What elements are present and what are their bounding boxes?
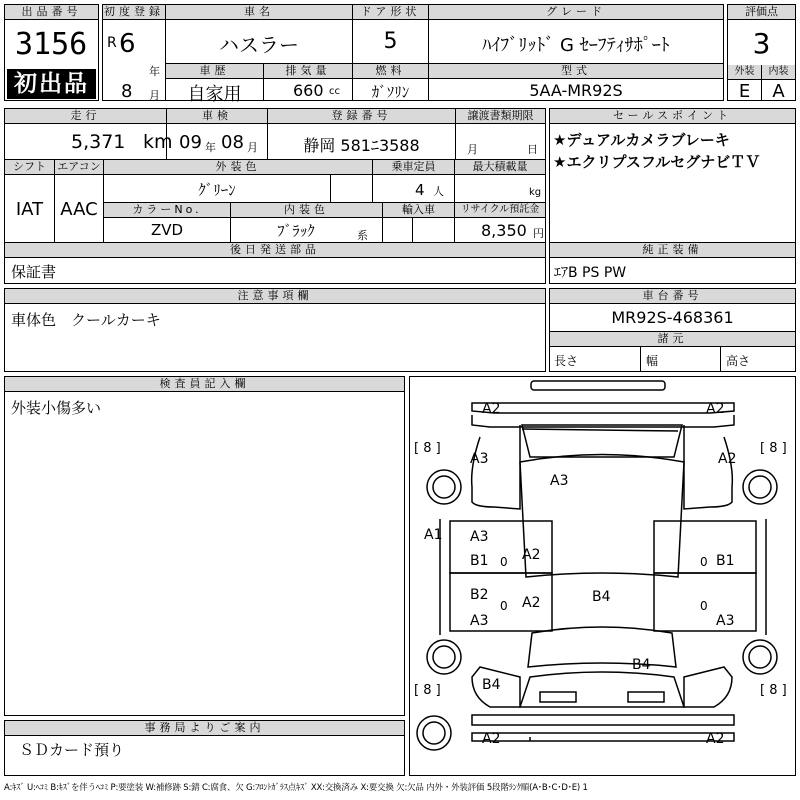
transfer-month: 月 (467, 143, 478, 156)
recycle-value: 8,350 (481, 221, 527, 240)
recycle-header: リサイクル預託金 (455, 203, 545, 218)
grade-value: ﾊｲﾌﾞﾘｯﾄﾞ G ｾｰﾌﾃｨｻﾎﾟｰﾄ (482, 35, 670, 56)
reg-value: 静岡 581ﾆ3588 (303, 136, 420, 155)
car-name-header: 車名 (166, 5, 352, 20)
chassis-value: MR92S-468361 (611, 308, 734, 327)
lot-number: 3156 (15, 27, 88, 62)
later-parts-value: 保証書 (11, 263, 57, 281)
fuel-value: ｶﾞｿﾘﾝ (371, 83, 410, 101)
inspection-header: 車検 (167, 109, 267, 124)
inspector-box (4, 376, 405, 716)
car-name: ハスラー (219, 33, 299, 57)
tire-rear-left: [ 8 ] (414, 683, 441, 698)
model-value: 5AA-MR92S (529, 81, 623, 100)
transfer-day: 日 (527, 143, 538, 156)
damage-mark: A3 (470, 613, 489, 629)
mileage-header: 走行 (5, 109, 166, 124)
damage-mark: B4 (592, 589, 611, 605)
car-diagram (409, 376, 796, 776)
ext-score: E (738, 81, 751, 102)
score-value: 3 (752, 27, 771, 60)
notes-box (4, 288, 546, 372)
month-unit: 月 (149, 89, 160, 102)
first-reg-month: 8 (121, 81, 133, 102)
zero-mark: 0 (500, 599, 508, 613)
ac-header: エアコン (55, 160, 103, 175)
office-header: 事務局よりご案内 (5, 721, 404, 736)
damage-mark: B1 (716, 553, 735, 569)
sales-header: セールスポイント (550, 109, 795, 124)
recycle-unit: 円 (533, 227, 544, 240)
inspection-month-unit: 月 (247, 141, 258, 154)
later-parts-header: 後日発送部品 (5, 243, 545, 258)
door-value: 5 (383, 29, 398, 54)
ext-header: 外装 (728, 65, 761, 80)
damage-mark: A3 (550, 473, 569, 489)
first-reg-header: 初度登録 (104, 5, 164, 18)
genuine-header: 純正装備 (550, 243, 795, 258)
reg-header: 登録番号 (268, 109, 455, 124)
door-header: ドア形状 (353, 5, 428, 20)
damage-mark: A2 (482, 731, 501, 747)
damage-mark: A3 (716, 613, 735, 629)
year-unit: 年 (149, 65, 160, 78)
tire-front-left: [ 8 ] (414, 441, 441, 456)
damage-mark: A2 (718, 451, 737, 467)
tire-rear-right: [ 8 ] (760, 683, 787, 698)
damage-mark: A2 (482, 401, 501, 417)
damage-mark: A2 (706, 401, 725, 417)
damage-mark: B4 (482, 677, 501, 693)
load-unit: kg (529, 187, 542, 198)
int-color-value: ﾌﾞﾗｯｸ (277, 222, 315, 240)
notes-value: 車体色 クールカーキ (11, 311, 161, 329)
details-box (4, 108, 546, 284)
damage-mark: B4 (632, 657, 651, 673)
mileage-unit: km (143, 131, 173, 153)
office-value: ＳＤカード預り (19, 741, 125, 759)
chassis-box (549, 288, 796, 372)
int-header: 内装 (762, 65, 795, 80)
displacement-value: 660 (293, 81, 324, 100)
load-header: 最大積載量 (455, 160, 545, 175)
zero-mark: 0 (500, 555, 508, 569)
car-diagram-svg (410, 377, 795, 775)
displacement-unit: cc (329, 86, 340, 97)
int-color-unit: 系 (357, 229, 368, 242)
transfer-header: 譲渡書類期限 (456, 109, 545, 124)
inspection-month: 08 (221, 132, 244, 153)
spec-width: 幅 (646, 354, 659, 368)
damage-mark: A1 (424, 527, 443, 543)
inspection-year-unit: 年 (205, 141, 216, 154)
history-value: 自家用 (187, 84, 242, 105)
shift-value: IAT (15, 199, 44, 220)
grade-header: グレード (429, 5, 723, 20)
damage-mark: A2 (522, 595, 541, 611)
zero-mark: 0 (700, 555, 708, 569)
damage-mark: A3 (470, 529, 489, 545)
damage-mark: A2 (522, 547, 541, 563)
history-header: 車歴 (166, 64, 263, 79)
office-box (4, 720, 405, 776)
color-no-header: カラーNo. (104, 203, 230, 218)
spec-height: 高さ (726, 354, 751, 368)
lot-box (4, 4, 99, 101)
color-no-value: ZVD (150, 221, 184, 239)
ac-value: AAC (60, 199, 98, 220)
spec-length: 長さ (554, 354, 579, 368)
inspector-header: 検査員記入欄 (5, 377, 404, 392)
genuine-value: ｴｱB PS PW (554, 265, 627, 281)
sales-point-2: ★エクリプスフルセグナビＴＶ (553, 153, 761, 171)
first-listing-badge: 初出品 (7, 69, 96, 99)
lot-header: 出品番号 (5, 5, 98, 20)
sales-point-1: ★デュアルカメラブレーキ (553, 131, 730, 149)
mileage-value: 5,371 (71, 131, 126, 153)
main-info-box (102, 4, 724, 105)
chassis-header: 車台番号 (550, 289, 795, 304)
notes-header: 注意事項欄 (5, 289, 545, 304)
int-score: A (772, 81, 785, 102)
ext-color-header: 外装色 (104, 160, 372, 175)
legend: A:ｷｽﾞ U:ﾍｺﾐ B:ｷｽﾞを伴うﾍｺﾐ P:要塗装 W:補修跡 S:錆 C:腐食、欠 G:ﾌﾛﾝﾄｶﾞﾗｽ点ｷｽﾞ XX:交換済み X:要交換 欠:欠品 内外・外装評価 5段階ﾗﾝｸ順(A･B･C･D･E) 1 (4, 783, 588, 793)
shift-header: シフト (5, 160, 54, 175)
first-reg-year: 6 (119, 29, 136, 59)
capacity-value: 4 (415, 181, 425, 199)
era: R (107, 35, 117, 51)
zero-mark: 0 (700, 599, 708, 613)
sales-box (549, 108, 796, 284)
damage-mark: B1 (470, 553, 489, 569)
capacity-header: 乗車定員 (373, 160, 454, 175)
model-header: 型式 (429, 64, 723, 79)
import-header: 輸入車 (383, 203, 454, 218)
damage-mark: A2 (706, 731, 725, 747)
ext-color-value: ｸﾞﾘｰﾝ (198, 181, 236, 199)
damage-mark: B2 (470, 587, 489, 603)
displacement-header: 排気量 (264, 64, 352, 79)
int-color-header: 内装色 (231, 203, 382, 218)
inspection-year: 09 (179, 132, 202, 153)
inspector-value: 外装小傷多い (11, 399, 102, 417)
score-box (727, 4, 796, 101)
score-header: 評価点 (728, 5, 795, 20)
capacity-unit: 人 (433, 185, 444, 198)
fuel-header: 燃料 (353, 64, 428, 79)
damage-mark: A3 (470, 451, 489, 467)
tire-front-right: [ 8 ] (760, 441, 787, 456)
specs-header: 諸元 (550, 332, 795, 347)
